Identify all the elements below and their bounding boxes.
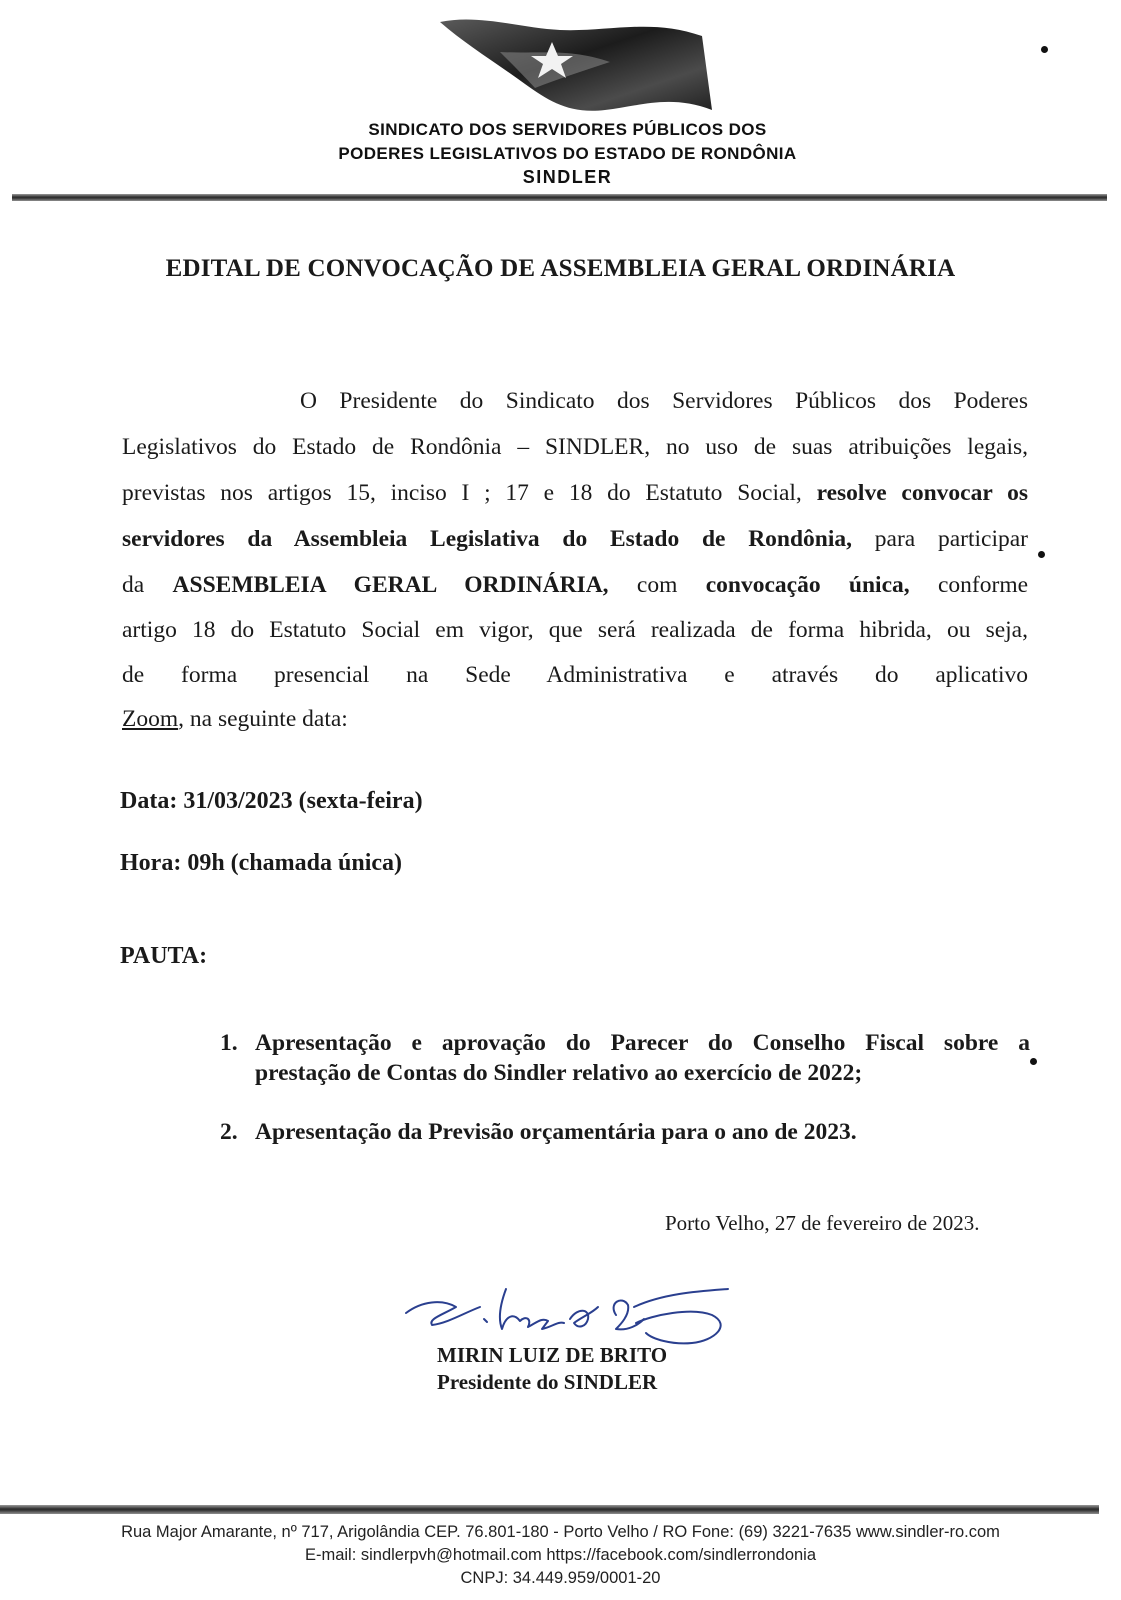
footer-cnpj: CNPJ: 34.449.959/0001-20 xyxy=(460,1569,661,1587)
body-line-6: artigo 18 do Estatuto Social em vigor, que será realizada de forma hibrida, ou seja, xyxy=(122,617,1028,643)
agenda-text-line: prestação de Contas do Sindler relativo ao exercício de 2022; xyxy=(255,1060,863,1086)
body-text: para participar xyxy=(874,526,1028,552)
body-emphasis: ASSEMBLEIA GERAL ORDINÁRIA, xyxy=(172,572,609,598)
body-emphasis: convocação única, xyxy=(705,572,910,598)
document-title: EDITAL DE CONVOCAÇÃO DE ASSEMBLEIA GERAL ORDINÁRIA xyxy=(165,255,956,282)
body-text: conforme xyxy=(937,572,1029,598)
flag-logo-icon xyxy=(440,14,715,114)
body-line-5 xyxy=(122,570,1028,600)
footer-contact: E-mail: sindlerpvh@hotmail.com https://facebook.com/sindlerrondonia xyxy=(304,1546,817,1564)
agenda-item xyxy=(220,1028,1030,1090)
agenda-number: 2. xyxy=(220,1119,238,1145)
org-name-line1: SINDICATO DOS SERVIDORES PÚBLICOS DOS xyxy=(368,120,767,139)
body-text: , na seguinte data: xyxy=(178,706,348,732)
body-text: previstas nos artigos 15, inciso I ; 17 e 18 do Estatuto Social, xyxy=(122,480,802,506)
place-and-date: Porto Velho, 27 de fevereiro de 2023. xyxy=(665,1211,980,1235)
body-text: com xyxy=(636,572,678,598)
agenda-text xyxy=(255,1028,1030,1088)
agenda-number: 1. xyxy=(220,1030,238,1056)
body-line-8 xyxy=(122,704,1028,734)
body-line-3 xyxy=(122,478,1028,508)
footer-address: Rua Major Amarante, nº 717, Arigolândia CEP. 76.801-180 - Porto Velho / RO Fone: (69) 3221-7635 www.sindler-ro.com xyxy=(121,1523,1000,1541)
scan-speck xyxy=(1041,46,1048,53)
body-line-2: Legislativos do Estado de Rondônia – SINDLER, no uso de suas atribuições legais, xyxy=(122,434,1028,460)
signer-role: Presidente do SINDLER xyxy=(437,1370,658,1394)
agenda-text-line: Apresentação e aprovação do Parecer do Conselho Fiscal sobre a xyxy=(255,1030,1030,1056)
agenda-item xyxy=(220,1117,1030,1149)
signer-name: MIRIN LUIZ DE BRITO xyxy=(437,1343,668,1367)
body-emphasis: servidores da Assembleia Legislativa do Estado de Rondônia, xyxy=(122,526,853,552)
body-line-1: O Presidente do Sindicato dos Servidores Públicos dos Poderes xyxy=(300,388,1028,414)
body-text: da xyxy=(122,572,145,598)
agenda-heading: PAUTA: xyxy=(120,943,208,969)
header-divider xyxy=(12,194,1107,201)
zoom-text: Zoom xyxy=(122,706,179,732)
meeting-hour: Hora: 09h (chamada única) xyxy=(120,850,402,876)
body-emphasis: resolve convocar os xyxy=(816,480,1029,506)
scan-speck xyxy=(1030,1058,1037,1065)
agenda-text-line: Apresentação da Previsão orçamentária para o ano de 2023. xyxy=(255,1119,857,1145)
scan-speck xyxy=(1038,551,1045,558)
meeting-date: Data: 31/03/2023 (sexta-feira) xyxy=(120,788,423,814)
body-line-7: de forma presencial na Sede Administrativa e através do aplicativo xyxy=(122,662,1028,688)
footer-divider xyxy=(0,1505,1099,1514)
body-line-4 xyxy=(122,524,1028,554)
agenda-text xyxy=(255,1117,1030,1147)
org-name-line2: PODERES LEGISLATIVOS DO ESTADO DE RONDÔNIA xyxy=(338,144,797,163)
org-acronym: SINDLER xyxy=(522,167,613,187)
